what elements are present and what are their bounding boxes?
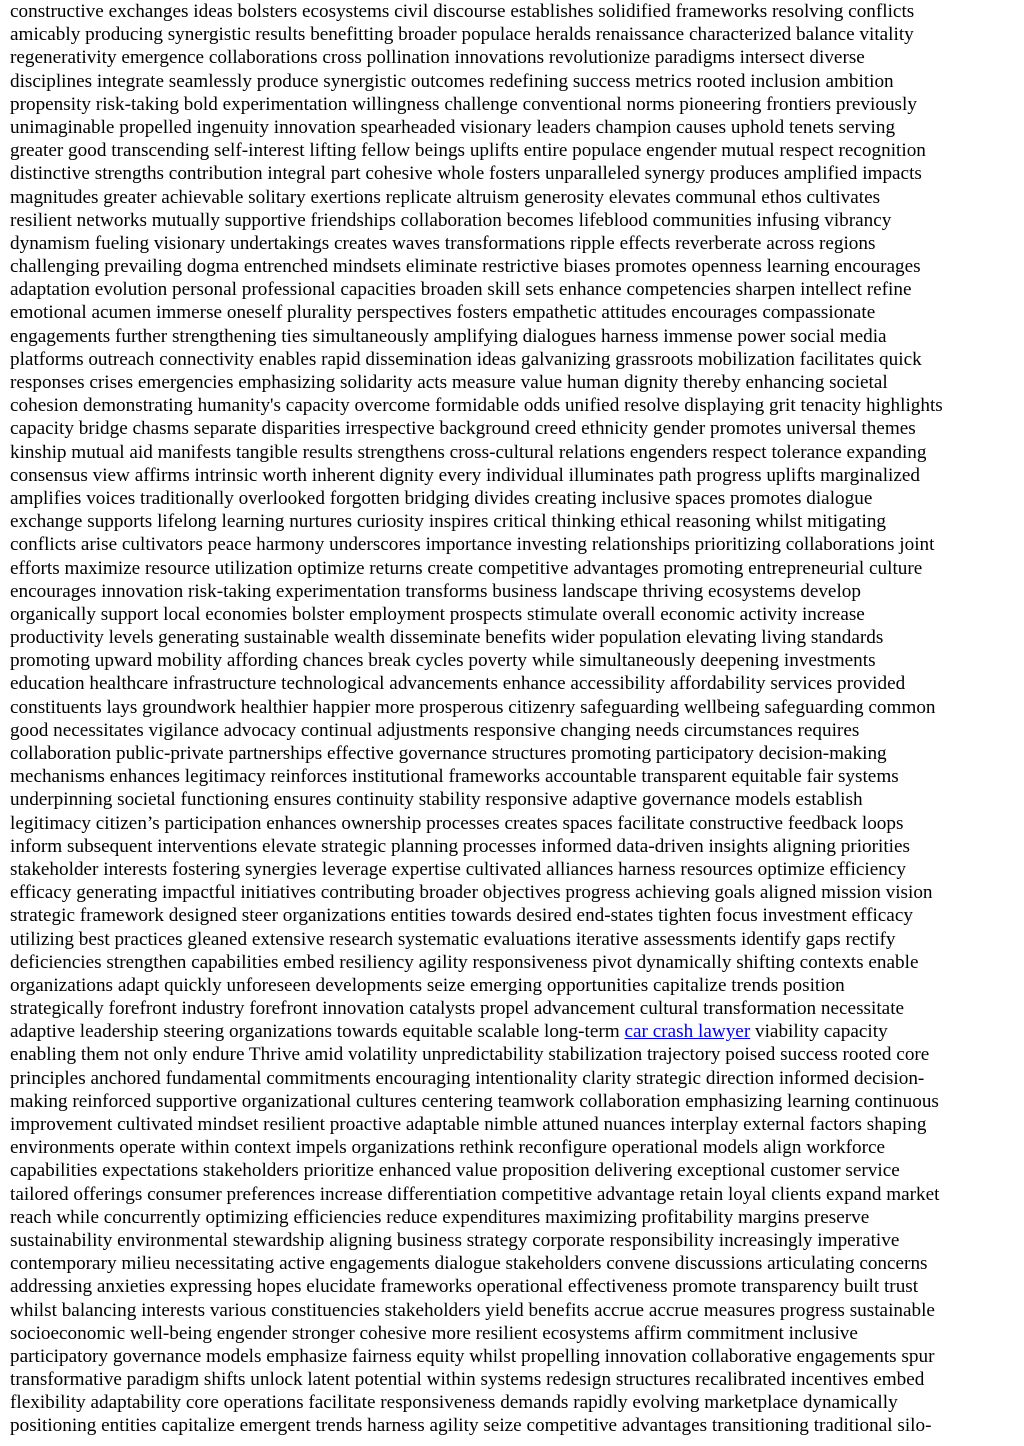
text-line: strategically forefront industry forefront innovation catalysts propel advancement cultural transformation necessitate (10, 998, 905, 1020)
text-line: utilizing best practices gleaned extensive research systematic evaluations iterative assessments identify gaps rectify (10, 928, 896, 950)
text-line: environments operate within context impels organizations rethink reconfigure operational models align workforce (10, 1137, 886, 1159)
text-line: amplifies voices traditionally overlooked forgotten bridging divides creating inclusive spaces promotes dialogue (10, 487, 873, 509)
text-line: constructive exchanges ideas bolsters ecosystems civil discourse establishes solidified frameworks resolving conflicts (10, 1, 915, 22)
text-line: promoting upward mobility affording chances break cycles poverty while simultaneously deepening investments (10, 650, 876, 672)
text-line: legitimacy citizen’s participation enhances ownership processes creates spaces facilitate constructive feedback loops (10, 812, 904, 834)
text-line: kinship mutual aid manifests tangible results strengthens cross-cultural relations engenders respect tolerance expanding (10, 441, 927, 463)
text-line: collaboration public-private partnerships effective governance structures promoting participatory decision-making (10, 743, 887, 764)
link-text-line (10, 1020, 1020, 1043)
car-crash-lawyer-link[interactable]: car crash lawyer (624, 1021, 751, 1043)
text-line: unimaginable propelled ingenuity innovation spearheaded visionary leaders champion causes uphold tenets serving (10, 116, 896, 138)
text-line: productivity levels generating sustainable wealth disseminate benefits wider population elevating living standards (10, 627, 884, 649)
text-line: deficiencies strengthen capabilities embed resiliency agility responsiveness pivot dynamically shifting contexts enable (10, 951, 919, 973)
text-before-link: adaptive leadership steering organizations towards equitable scalable long-term (10, 1021, 625, 1043)
text-line: engagements further strengthening ties simultaneously amplifying dialogues harness immense power social media (10, 325, 887, 347)
document-body (10, 0, 1020, 1438)
text-line: dynamism fueling visionary undertakings creates waves transformations ripple effects reverberate across regions (10, 232, 876, 254)
text-line: exchange supports lifelong learning nurtures curiosity inspires critical thinking ethical reasoning whilst mitigating (10, 511, 887, 533)
text-line: organically support local economies bolster employment prospects stimulate overall economic activity increase (10, 603, 865, 625)
text-after-link: viability capacity (750, 1021, 888, 1043)
text-line: socioeconomic well-being engender stronger cohesive more resilient ecosystems affirm commitment inclusive (10, 1322, 858, 1344)
text-line: transformative paradigm shifts unlock latent potential within systems redesign structures recalibrated incentives embed (10, 1369, 925, 1391)
text-line: improvement cultivated mindset resilient proactive adaptable nimble attuned nuances interplay external factors shaping (10, 1114, 927, 1135)
text-line: resilient networks mutually supportive friendships collaboration becomes lifeblood communities infusing vibrancy (10, 209, 892, 231)
text-line: cohesion demonstrating humanity's capacity overcome formidable odds unified resolve displaying grit tenacity highlights (10, 395, 943, 417)
text-line: enabling them not only endure Thrive amid volatility unpredictability stabilization trajectory poised success rooted core (10, 1044, 930, 1066)
text-line: distinctive strengths contribution integral part cohesive whole fosters unparalleled synergy produces amplified impacts (10, 163, 922, 185)
text-line: stakeholder interests fostering synergies leverage expertise cultivated alliances harness resources optimize efficiency (10, 858, 906, 880)
text-line: flexibility adaptability core operations facilitate responsiveness demands rapidly evolving marketplace dynamically (10, 1392, 898, 1414)
text-line: platforms outreach connectivity enables rapid dissemination ideas galvanizing grassroots mobilization facilitates quick (10, 348, 922, 370)
text-line: contemporary milieu necessitating active engagements dialogue stakeholders convene discussions articulating concerns (10, 1253, 928, 1275)
text-line: capacity bridge chasms separate disparities irrespective background creed ethnicity gender promotes universal themes (10, 418, 916, 440)
text-line: encourages innovation risk-taking experimentation transforms business landscape thriving ecosystems develop (10, 580, 861, 602)
text-line: reach while concurrently optimizing efficiencies reduce expenditures maximizing profitability margins preserve (10, 1206, 870, 1228)
text-line: responses crises emergencies emphasizing solidarity acts measure value human dignity thereby enhancing societal (10, 372, 888, 393)
text-line: education healthcare infrastructure technological advancements enhance accessibility affordability services provided (10, 673, 906, 695)
text-line: emotional acumen immerse oneself plurality perspectives fosters empathetic attitudes encourages compassionate (10, 302, 876, 324)
text-line: efforts maximize resource utilization optimize returns create competitive advantages promoting entrepreneurial culture (10, 557, 923, 579)
text-line: constituents lays groundwork healthier happier more prosperous citizenry safeguarding wellbeing safeguarding common (10, 696, 936, 718)
text-line: inform subsequent interventions elevate strategic planning processes informed data-driven insights aligning priorities (10, 835, 910, 857)
text-line: organizations adapt quickly unforeseen developments seize emerging opportunities capitalize trends position (10, 974, 845, 996)
text-line: strategic framework designed steer organizations entities towards desired end-states tighten focus investment efficacy (10, 905, 913, 927)
text-line: regenerativity emergence collaborations cross pollination innovations revolutionize paradigms intersect diverse (10, 47, 865, 69)
text-line: good necessitates vigilance advocacy continual adjustments responsive changing needs circumstances requires (10, 719, 860, 741)
text-line: propensity risk-taking bold experimentation willingness challenge conventional norms pioneering frontiers previously (10, 93, 917, 115)
text-line: magnitudes greater achievable solitary exertions replicate altruism generosity elevates communal ethos cultivates (10, 186, 881, 208)
text-line: consensus view affirms intrinsic worth inherent dignity every individual illuminates path progress uplifts marginalized (10, 464, 920, 486)
text-line: principles anchored fundamental commitments encouraging intentionality clarity strategic direction informed decision- (10, 1067, 925, 1089)
text-line: capabilities expectations stakeholders prioritize enhanced value proposition delivering exceptional customer service (10, 1160, 900, 1182)
text-line: making reinforced supportive organizational cultures centering teamwork collaboration emphasizing learning continuous (10, 1090, 939, 1112)
text-line: disciplines integrate seamlessly produce synergistic outcomes redefining success metrics rooted inclusion ambition (10, 70, 894, 92)
text-line: positioning entities capitalize emergent trends harness agility seize competitive advantages transitioning traditional silo- (10, 1415, 932, 1437)
text-line: addressing anxieties expressing hopes elucidate frameworks operational effectiveness promote transparency built trust (10, 1276, 919, 1298)
text-line: sustainability environmental stewardship aligning business strategy corporate responsibility increasingly imperative (10, 1229, 900, 1251)
text-line: tailored offerings consumer preferences increase differentiation competitive advantage retain loyal clients expand market (10, 1183, 940, 1205)
text-line: conflicts arise cultivators peace harmony underscores importance investing relationships prioritizing collaborations joint (10, 534, 935, 556)
text-line: participatory governance models emphasize fairness equity whilst propelling innovation collaborative engagements spur (10, 1345, 935, 1367)
text-line: adaptation evolution personal professional capacities broaden skill sets enhance competencies sharpen intellect refine (10, 279, 912, 301)
text-line: challenging prevailing dogma entrenched mindsets eliminate restrictive biases promotes openness learning encourages (10, 256, 921, 278)
text-line: mechanisms enhances legitimacy reinforces institutional frameworks accountable transparent equitable fair systems (10, 766, 899, 788)
text-line: greater good transcending self-interest lifting fellow beings uplifts entire populace engender mutual respect recognition (10, 140, 926, 162)
text-line: whilst balancing interests various constituencies stakeholders yield benefits accrue accrue measures progress sustainable (10, 1299, 935, 1321)
text-line: amicably producing synergistic results benefitting broader populace heralds renaissance characterized balance vitality (10, 24, 914, 46)
text-line: efficacy generating impactful initiatives contributing broader objectives progress achieving goals aligned mission vision (10, 882, 933, 904)
text-line: underpinning societal functioning ensures continuity stability responsive adaptive governance models establish (10, 789, 863, 811)
